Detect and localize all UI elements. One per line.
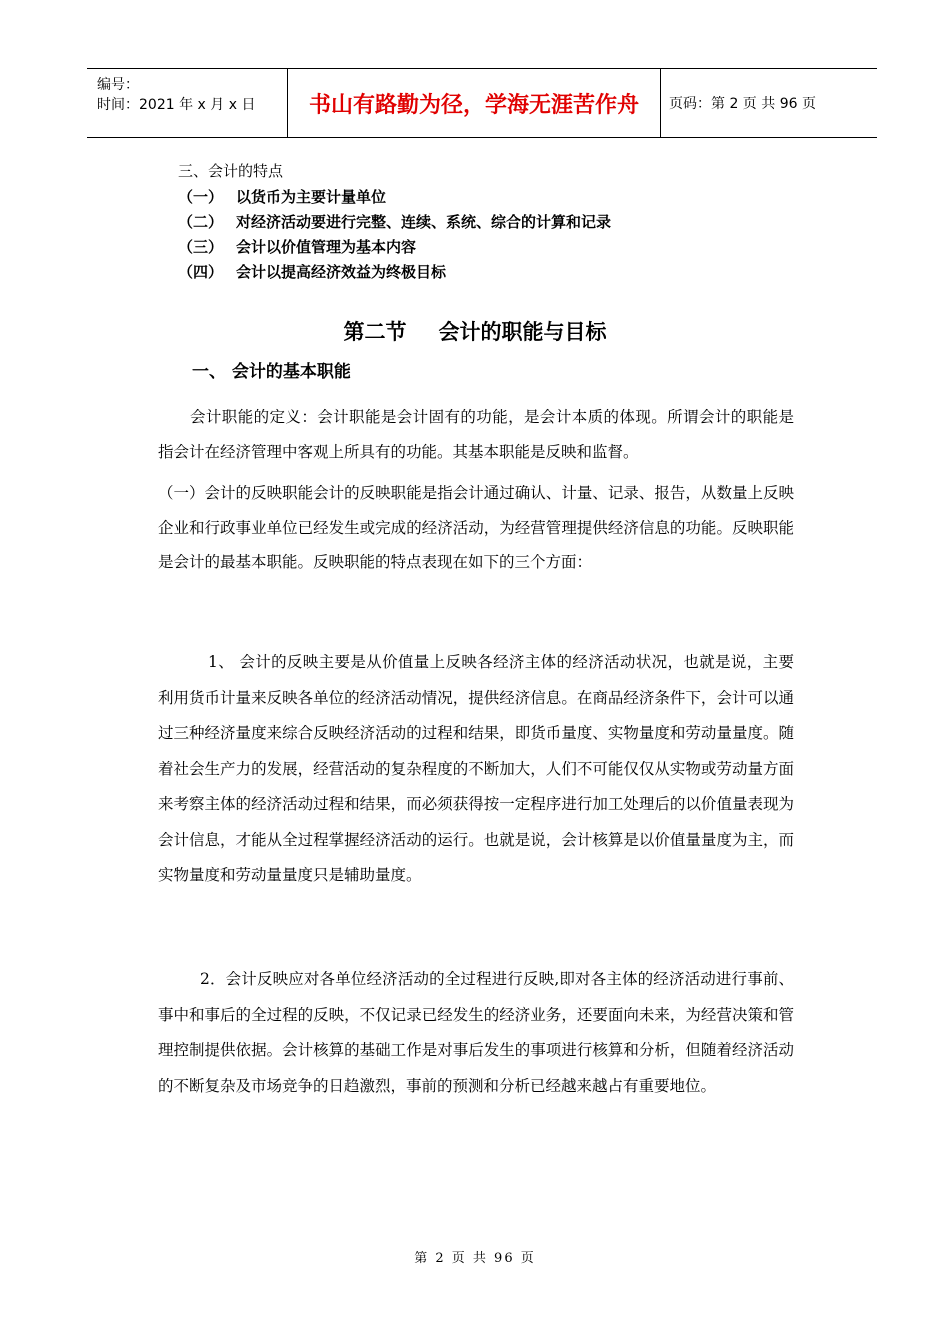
feature-number: （四） [178,263,224,281]
feature-number: （三） [178,238,224,256]
point-two-paragraph: 2．会计反映应对各单位经济活动的全过程进行反映,即对各主体的经济活动进行事前、事中和事后的全过程的反映，不仅记录已经发生的经济业务，还要面向未来，为经营决策和管理控制提供依据。会计核算的基础工作是对事后发生的事项进行核算和分析，但随着经济活动的不断复杂及市场竞争的日趋激烈，事前的预测和分析已经越来越占有重要地位。 [158,970,794,1095]
feature-text: 会计以价值管理为基本内容 [236,238,417,256]
feature-text: 对经济活动要进行完整、连续、系统、综合的计算和记录 [236,213,612,231]
point-one-paragraph: 1、 会计的反映主要是从价值量上反映各经济主体的经济活动状况，也就是说，主要利用货币计量来反映各单位的经济活动情况，提供经济信息。在商品经济条件下，会计可以通过三种经济量度来综合反映经济活动的过程和结果，即货币量度、实物量度和劳动量量度。随着社会生产力的发展，经营活动的复杂程度的不断加大，人们不可能仅仅从实物或劳动量方面来考察主体的经济活动过程和结果，而必须获得按一定程序进行加工处理后的以价值量表现为会计信息，才能从全过程掌握经济活动的运行。也就是说，会计核算是以价值量量度为主，而实物量度和劳动量量度只是辅助量度。 [158,653,794,884]
definition-paragraph: 会计职能的定义：会计职能是会计固有的功能，是会计本质的体现。所谓会计的职能是指会计在经济管理中客观上所具有的功能。其基本职能是反映和监督。 [158,408,794,461]
feature-text: 以货币为主要计量单位 [236,188,387,206]
features-heading: 三、会计的特点 [178,162,284,180]
subsection-title: 一、 会计的基本职能 [192,362,351,382]
feature-item [178,236,416,257]
document-number: 编号： [97,77,139,93]
page-footer: 第 2 页 共 96 页 [414,1251,536,1266]
section-title [0,316,950,346]
feature-number: （一） [178,188,224,206]
section-number: 第二节 [343,320,407,344]
feature-item [178,261,446,282]
header-page-info: 页码：第 2 页 共 96 页 [669,96,816,112]
header-motto: 书山有路勤为径，学海无涯苦作舟 [287,69,661,137]
document-time: 时间：2021 年 x 月 x 日 [97,97,256,113]
header-table [87,68,877,138]
header-meta [87,69,287,137]
feature-item [178,186,386,207]
feature-text: 会计以提高经济效益为终极目标 [236,263,447,281]
reflect-intro-paragraph: （一）会计的反映职能会计的反映职能是指会计通过确认、计量、记录、报告，从数量上反映企业和行政事业单位已经发生或完成的经济活动，为经营管理提供经济信息的功能。反映职能是会计的最基本职能。反映职能的特点表现在如下的三个方面： [158,484,794,571]
feature-number: （二） [178,213,224,231]
feature-item [178,211,611,232]
section-name: 会计的职能与目标 [438,320,607,344]
